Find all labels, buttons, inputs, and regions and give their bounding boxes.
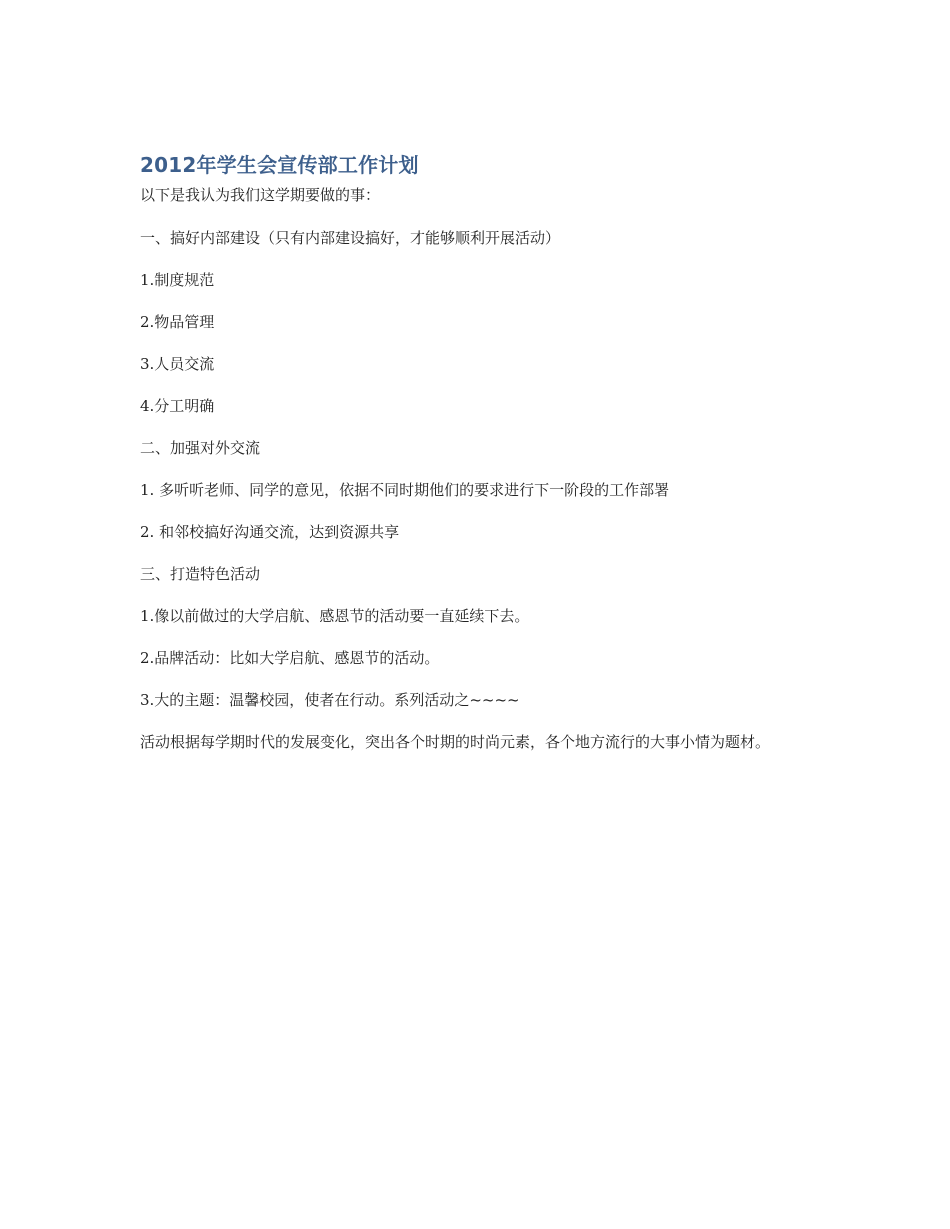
- paragraph-closing: 活动根据每学期时代的发展变化，突出各个时期的时尚元素，各个地方流行的大事小情为题材。: [140, 733, 771, 751]
- list-item: 2.品牌活动：比如大学启航、感恩节的活动。: [140, 649, 440, 667]
- list-item: 1. 多听听老师、同学的意见，依据不同时期他们的要求进行下一阶段的工作部署: [140, 481, 670, 499]
- list-item: 1.制度规范: [140, 271, 215, 289]
- list-item: 2.物品管理: [140, 313, 215, 331]
- section-heading-internal: 一、搞好内部建设（只有内部建设搞好，才能够顺利开展活动）: [140, 229, 561, 247]
- list-item: 2. 和邻校搞好沟通交流，达到资源共享: [140, 523, 400, 541]
- list-item: 1.像以前做过的大学启航、感恩节的活动要一直延续下去。: [140, 607, 530, 625]
- list-item: 3.人员交流: [140, 355, 215, 373]
- section-heading-external: 二、加强对外交流: [140, 439, 261, 457]
- section-heading-activities: 三、打造特色活动: [140, 565, 261, 583]
- list-item: 3.大的主题：温馨校园，使者在行动。系列活动之~~~~: [140, 691, 520, 709]
- list-item: 4.分工明确: [140, 397, 215, 415]
- document-body: [140, 150, 810, 771]
- document-title: 2012年学生会宣传部工作计划: [140, 153, 419, 177]
- paragraph-intro: 以下是我认为我们这学期要做的事：: [140, 186, 381, 204]
